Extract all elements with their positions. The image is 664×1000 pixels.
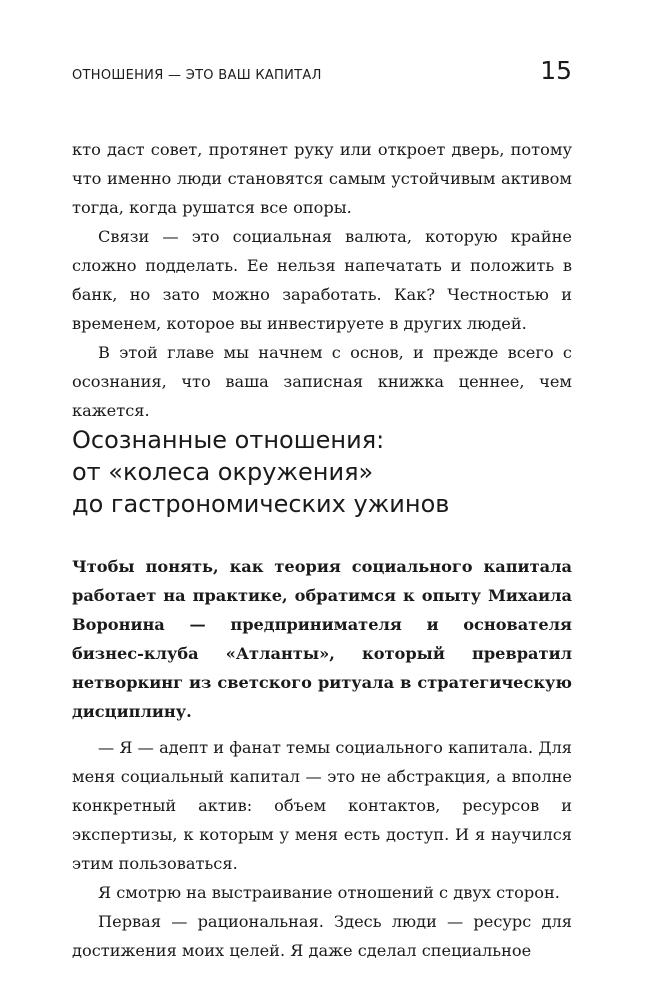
intro-text: [72, 135, 572, 425]
running-head: ОТНОШЕНИЯ — ЭТО ВАШ КАПИТАЛ: [72, 68, 322, 83]
paragraph: кто даст совет, протянет руку или откроет дверь, потому что именно люди становятся самым устойчивым активом тогда, когда рушатся все опоры.: [72, 140, 572, 217]
paragraph: Я смотрю на выстраивание отношений с двух сторон.: [98, 883, 560, 902]
section-heading-line: до гастрономических ужинов: [72, 490, 450, 518]
page-number: 15: [540, 56, 572, 85]
quote-text: [72, 733, 572, 965]
paragraph: Связи — это социальная валюта, которую крайне сложно подделать. Ее нельзя напечатать и положить в банк, но зато можно заработать. Как? Честностью и временем, которое вы инвестируете в других людей.: [72, 227, 572, 333]
paragraph: Первая — рациональная. Здесь люди — ресурс для достижения моих целей. Я даже сделал специальное: [72, 912, 572, 960]
paragraph: В этой главе мы начнем с основ, и прежде всего с осознания, что ваша записная книжка ценнее, чем кажется.: [72, 343, 572, 420]
section-heading-line: от «колеса окружения»: [72, 458, 374, 486]
paragraph: — Я — адепт и фанат темы социального капитала. Для меня социальный капитал — это не абстракция, а вполне конкретный актив: объем контактов, ресурсов и экспертизы, к которым у меня есть доступ. И я научился этим пользоваться.: [72, 738, 572, 873]
paragraph: Чтобы понять, как теория социального капитала работает на практике, обратимся к опыту Михаила Воронина — предпринимателя и основателя бизнес-клуба «Атланты», который превратил нетворкинг из светского ритуала в стратегическую дисциплину.: [72, 557, 572, 721]
section-heading-line: Осознанные отношения:: [72, 426, 385, 454]
section-heading: [72, 424, 592, 520]
lead-paragraph: [72, 552, 572, 726]
